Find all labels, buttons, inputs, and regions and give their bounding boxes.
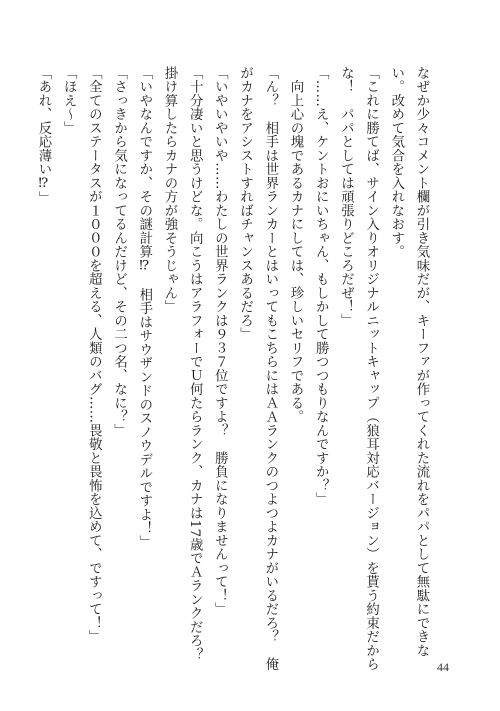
text-line: 「あれ、反応薄い⁉」 [35,66,51,206]
text-line: 「これに勝てば、サイン入りオリジナルニットキャップ（狼耳対応バージョン）を貰う約束だから [363,66,379,671]
text-line: 掛け算したらカナの方が強そうじゃん」 [161,66,177,314]
text-line: 「いやなんですか、その謎計算⁉ 相手はサウザンドのスノウデルですよ！」 [136,66,152,549]
text-line: 「いやいやいや……わたしの世界ランクは９３７位ですよ？ 勝負になりませんって！」 [212,66,228,616]
text-line: がカナをアシストすればチャンスあるだろ」 [237,66,253,341]
text-line: 「ほえ～」 [61,66,77,135]
text-line: 「全てのステータスが１０００を超える、人類のバグ……畏敬と畏怖を込めて、ですって！」 [86,66,102,644]
text-line: な！ パパとしては頑張りどころだぜ！」 [338,66,354,328]
text-line: 「十分凄いと思うけどな。向こうはアラフォーでＵ何たらランク、カナは17歳でＡランクだろ？ [187,66,203,662]
page-number: 44 [437,660,449,674]
text-line: 「さっきから気になってるんだけど、その二つ名、なに？」 [111,66,127,438]
vertical-text-body [35,66,434,671]
text-line: 向上心の塊であるカナにしては、珍しいセリフである。 [287,66,303,424]
text-line: なぜか少々コメント欄が引き気味だが、キーファが作ってくれた流れをパパとして無駄にできな [414,66,429,658]
text-line: 「……え、ケントおにいちゃん、もしかして勝つつもりなんですか？」 [313,66,329,506]
text-line: 「ん？ 相手は世界ランカーとはいってもこちらにはＡＡランクのつよつよカナがいるだろ？ 俺 [262,66,278,671]
text-line: い。改めて気合を入れなおす。 [388,66,404,259]
